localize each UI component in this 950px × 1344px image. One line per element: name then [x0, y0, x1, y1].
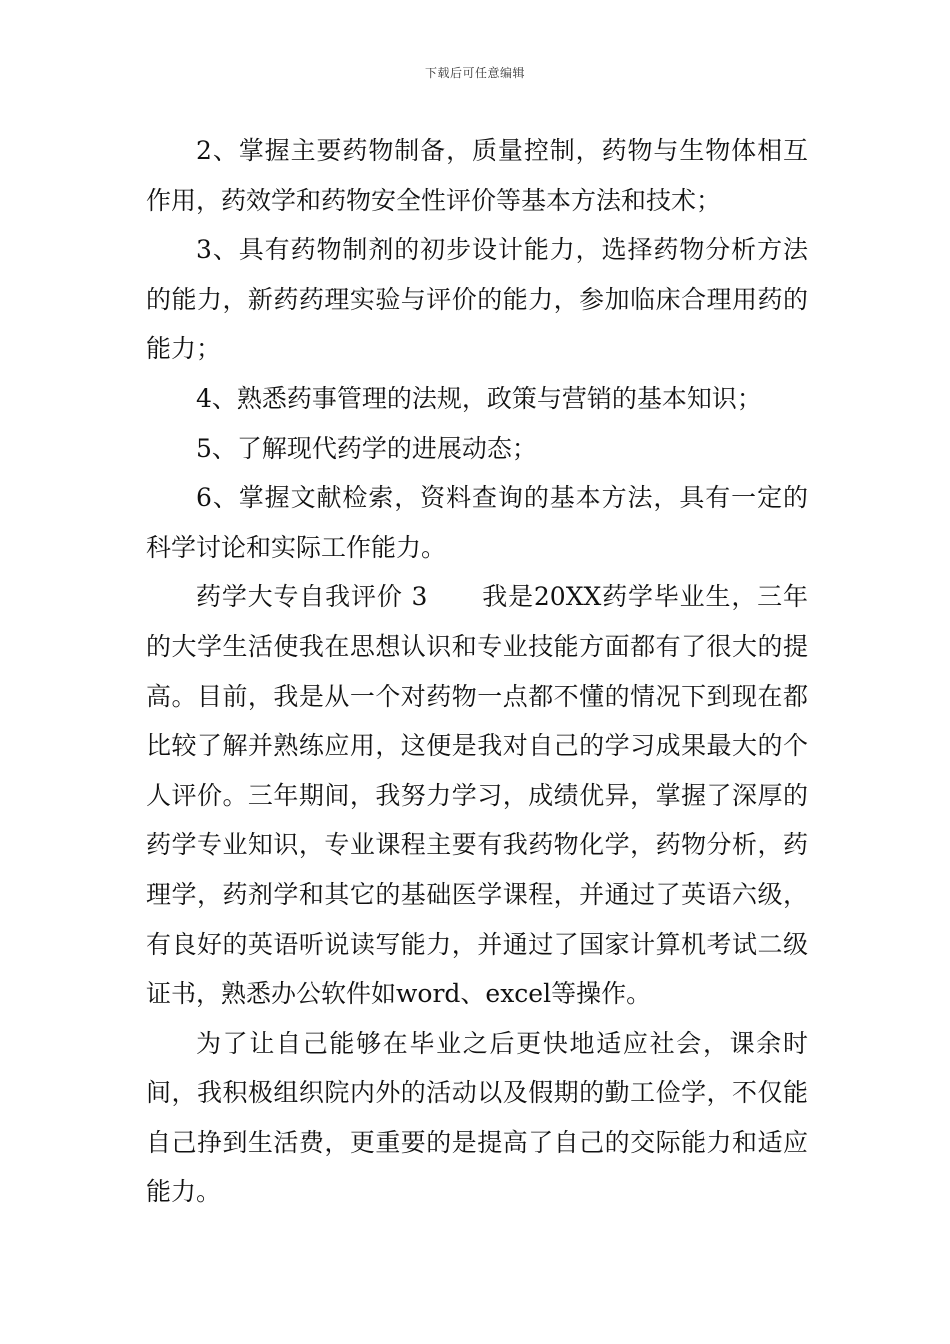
paragraph-item-5: 5、了解现代药学的进展动态；: [196, 433, 537, 463]
paragraph-item-2: 2、掌握主要药物制备，质量控制，药物与生物体相互作用，药效学和药物安全性评价等基本方法和技术；: [146, 136, 808, 215]
closing-paragraph: 为了让自己能够在毕业之后更快地适应社会，课余时间，我积极组织院内外的活动以及假期的勤工俭学，不仅能自己挣到生活费，更重要的是提高了自己的交际能力和适应能力。: [146, 1028, 808, 1207]
section-3-text: 我是20XX药学毕业生，三年的大学生活使我在思想认识和专业技能方面都有了很大的提高。目前，我是从一个对药物一点都不懂的情况下到现在都比较了解并熟练应用，这便是我对自己的学习成果最大的个人评价。三年期间，我努力学习，成绩优异，掌握了深厚的药学专业知识，专业课程主要有我药物化学，药物分析，药理学，药剂学和其它的基础医学课程，并通过了英语六级，有良好的英语听说读写能力，并通过了国家计算机考试二级证书，熟悉办公软件如word、excel等操作。: [146, 582, 808, 1009]
paragraph-item-3: 3、具有药物制剂的初步设计能力，选择药物分析方法的能力，新药药理实验与评价的能力，参加临床合理用药的能力；: [146, 235, 808, 364]
page-header: 下载后可任意编辑: [424, 66, 525, 80]
document-body: [146, 126, 808, 1217]
section-3-title: 药学大专自我评价 3: [196, 582, 428, 612]
section-3-paragraph: [146, 572, 808, 1018]
paragraph-item-6: 6、掌握文献检索，资料查询的基本方法，具有一定的科学讨论和实际工作能力。: [146, 483, 808, 562]
paragraph-item-4: 4、熟悉药事管理的法规，政策与营销的基本知识；: [196, 383, 762, 413]
